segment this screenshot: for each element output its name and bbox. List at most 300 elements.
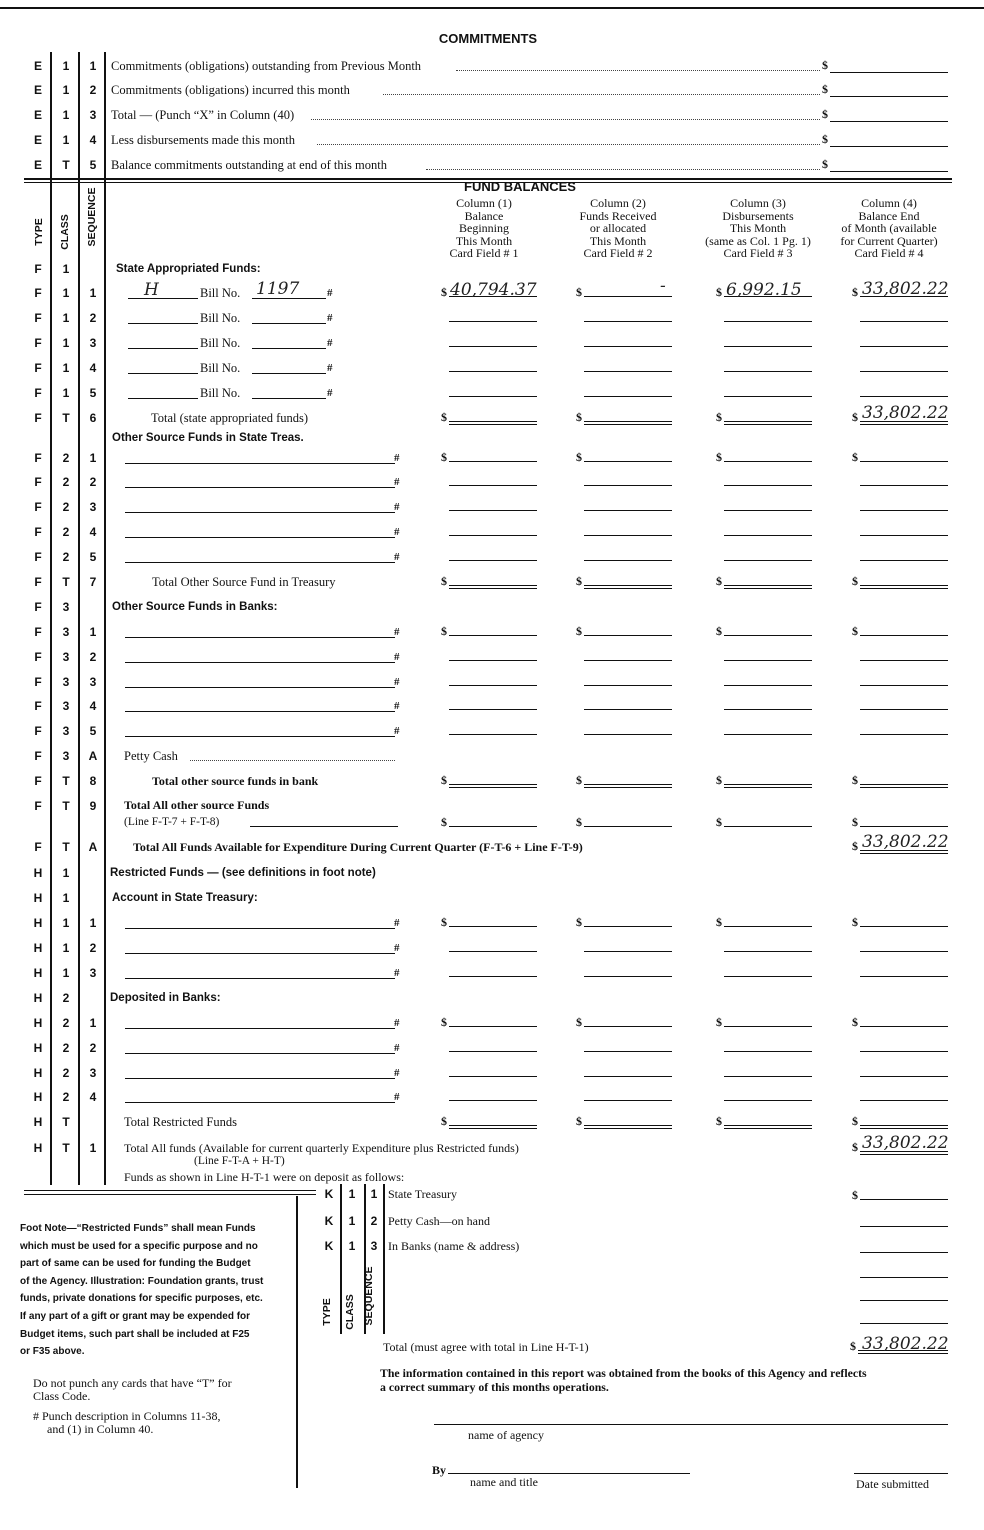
section-deposited-in-banks: Deposited in Banks: <box>110 992 221 1004</box>
row-sequence-code: 2 <box>370 1214 378 1228</box>
dollar-sign: $ <box>716 815 722 829</box>
dollar-sign: $ <box>716 410 722 424</box>
dollar-sign: $ <box>576 1114 582 1128</box>
total-all-other-source-formula: (Line F-T-7 + F-T-8) <box>124 816 220 828</box>
commitment-label: Balance commitments outstanding at end of this month <box>111 158 387 172</box>
dollar-sign: $ <box>822 107 828 121</box>
amount-line <box>449 485 537 486</box>
dollar-sign: $ <box>716 915 722 929</box>
row-sequence-code: 9 <box>89 799 97 813</box>
agency-name-line <box>434 1424 948 1425</box>
amount-line <box>724 926 812 927</box>
bill-prefix-line <box>128 398 198 399</box>
amount-line <box>860 784 948 788</box>
commitments-title: COMMITMENTS <box>438 31 538 46</box>
dollar-sign: $ <box>441 574 447 588</box>
description-line <box>125 463 395 464</box>
bill-prefix-line <box>128 348 198 349</box>
row-sequence-code: 5 <box>89 550 97 564</box>
description-line <box>125 662 395 663</box>
amount-line <box>449 685 537 686</box>
agency-name-label: name of agency <box>468 1428 544 1442</box>
row-class-code: 3 <box>62 724 70 738</box>
dollar-sign: $ <box>852 773 858 787</box>
row-type-code: F <box>34 724 42 738</box>
total-state-appropriated-label: Total (state appropriated funds) <box>151 411 309 425</box>
commitment-label: Total — (Punch “X” in Column (40) <box>111 108 295 122</box>
row-class-code: 3 <box>62 699 70 713</box>
row-type-code: F <box>34 475 42 489</box>
amount-line <box>860 485 948 486</box>
amount-line <box>724 951 812 952</box>
row-type-code: F <box>34 411 42 425</box>
row-class-code: T <box>62 411 70 425</box>
pound-sign: # <box>394 967 400 979</box>
row-type-code: F <box>34 799 42 813</box>
row-type-code: F <box>34 699 42 713</box>
description-line <box>125 1028 395 1029</box>
handwritten-col1-value: 40,794.37 <box>450 280 537 300</box>
pound-sign: # <box>394 1042 400 1054</box>
amount-line <box>724 396 812 397</box>
row-class-code: 1 <box>62 966 70 980</box>
total-all-funds-formula: (Line F-T-A + H-T) <box>194 1155 285 1167</box>
row-type-code: E <box>33 83 42 97</box>
amount-line <box>449 784 537 788</box>
dollar-sign: $ <box>852 815 858 829</box>
amount-line <box>860 685 948 686</box>
column-3-header-line: Card Field # 3 <box>723 246 793 261</box>
footnote-line: If any part of a gift or grant may be expended for <box>20 1311 251 1322</box>
column-4-header-line: of Month (available <box>841 221 937 236</box>
dollar-sign: $ <box>822 58 828 72</box>
amount-line <box>449 346 537 347</box>
column-1-header-line: Balance <box>464 208 504 223</box>
description-line <box>125 736 395 737</box>
deposit-label: Petty Cash—on hand <box>388 1214 490 1228</box>
dollar-sign: $ <box>576 915 582 929</box>
row-type-code: E <box>33 108 42 122</box>
row-sequence-code: 8 <box>89 774 97 788</box>
pound-sign: # <box>394 551 400 563</box>
amount-line <box>584 535 672 536</box>
row-class-code: 3 <box>62 650 70 664</box>
row-sequence-code: 3 <box>89 336 97 350</box>
amount-line <box>449 421 537 425</box>
footnote-line: or F35 above. <box>20 1346 85 1358</box>
class-header: CLASS <box>59 214 71 250</box>
dollar-sign: $ <box>716 624 722 638</box>
row-sequence-code: 3 <box>89 1066 97 1080</box>
pound-sign: # <box>394 526 400 538</box>
row-sequence-code: 3 <box>89 966 97 980</box>
row-class-code: T <box>62 840 70 854</box>
amount-line <box>584 660 672 661</box>
amount-line <box>449 660 537 661</box>
amount-line <box>584 826 672 827</box>
description-line <box>125 1078 395 1079</box>
column-1-header-line: Card Field # 1 <box>449 246 519 261</box>
amount-line <box>860 976 948 977</box>
row-type-code: F <box>34 451 42 465</box>
row-type-code: K <box>324 1239 334 1253</box>
row-type-code: F <box>34 361 42 375</box>
row-sequence-code: 1 <box>370 1187 378 1201</box>
amount-line <box>584 296 672 297</box>
total-all-funds-label: Total All funds (Available for current quarterly Expenditure plus Restricted funds) <box>124 1141 519 1155</box>
handwritten-col4-value: 33,802.22 <box>862 279 949 299</box>
column-2-header-line: or allocated <box>589 221 647 236</box>
handwritten-col3-value: 6,992.15 <box>726 280 802 300</box>
amount-line <box>860 926 948 927</box>
dollar-sign: $ <box>441 915 447 929</box>
row-type-code: H <box>33 941 43 955</box>
amount-line <box>449 1125 537 1129</box>
column-2-header-line: Card Field # 2 <box>583 246 653 261</box>
amount-line <box>584 784 672 788</box>
handwritten-total-available: 33,802.22 <box>862 832 949 852</box>
row-class-code: 1 <box>62 133 70 147</box>
row-sequence-code: 2 <box>89 650 97 664</box>
amount-line <box>860 321 948 322</box>
footnote-line: funds, private donations for specific purposes, etc. <box>20 1293 263 1305</box>
row-type-code: F <box>34 500 42 514</box>
row-sequence-code: 4 <box>89 133 97 147</box>
row-type-code: H <box>33 991 43 1005</box>
amount-line <box>860 1277 948 1278</box>
row-sequence-code: 6 <box>89 411 97 425</box>
row-sequence-code: 1 <box>89 451 97 465</box>
amount-line <box>860 660 948 661</box>
amount-line <box>860 1076 948 1077</box>
row-sequence-code: 7 <box>89 575 97 589</box>
description-line <box>125 1053 395 1054</box>
pound-sign: # <box>327 362 333 374</box>
footnote-top-border <box>24 1190 316 1191</box>
column-4-header-line: for Current Quarter) <box>840 233 938 248</box>
amount-line <box>724 709 812 710</box>
column-4-header-line: Column (4) <box>861 196 917 210</box>
by-label: By <box>432 1463 447 1477</box>
section-state-appropriated: State Appropriated Funds: <box>116 263 261 275</box>
amount-line <box>860 1252 948 1253</box>
bill-no-label: Bill No. <box>200 336 241 350</box>
row-class-code: 2 <box>62 525 70 539</box>
pound-sign: # <box>394 1067 400 1079</box>
row-type-code: F <box>34 840 42 854</box>
row-class-code: 3 <box>62 625 70 639</box>
amount-line <box>724 461 812 462</box>
amount-line <box>584 1125 672 1129</box>
amount-line <box>724 660 812 661</box>
row-class-code: 1 <box>348 1187 356 1201</box>
amount-line <box>449 535 537 536</box>
footnote-line: of the Agency. Illustration: Foundation grants, trust <box>20 1275 264 1287</box>
row-class-code: 2 <box>62 475 70 489</box>
column-1-header-line: Beginning <box>459 221 509 236</box>
row-sequence-code: 1 <box>89 916 97 930</box>
amount-line <box>584 734 672 735</box>
pound-sign: # <box>394 452 400 464</box>
amount-line <box>860 1026 948 1027</box>
amount-line <box>584 346 672 347</box>
pound-sign: # <box>394 501 400 513</box>
amount-line <box>724 421 812 425</box>
bill-prefix-line <box>128 298 198 299</box>
row-type-code: H <box>33 866 43 880</box>
amount-line <box>860 1226 948 1227</box>
pound-sign: # <box>327 287 333 299</box>
deposit-label: State Treasury <box>388 1187 457 1201</box>
dollar-sign: $ <box>852 574 858 588</box>
dollar-sign: $ <box>441 285 447 299</box>
column-2-header-line: Funds Received <box>579 208 657 223</box>
row-sequence-code: 5 <box>89 386 97 400</box>
row-sequence-code: 2 <box>89 311 97 325</box>
dollar-sign: $ <box>716 773 722 787</box>
row-class-code: 1 <box>348 1214 356 1228</box>
dollar-sign: $ <box>852 1140 858 1154</box>
amount-line <box>584 585 672 589</box>
row-class-code: T <box>62 1115 70 1129</box>
statement-line: The information contained in this report was obtained from the books of this Agency and reflects <box>380 1366 867 1380</box>
amount-line <box>449 1076 537 1077</box>
row-class-code: 1 <box>348 1239 356 1253</box>
amount-line <box>584 510 672 511</box>
bill-number-line <box>252 398 326 399</box>
description-line <box>125 637 395 638</box>
amount-line <box>449 734 537 735</box>
footnote-right-border <box>296 1196 298 1488</box>
amount-line <box>860 709 948 710</box>
row-class-code: T <box>62 799 70 813</box>
row-class-code: 2 <box>62 991 70 1005</box>
column-1-header-line: This Month <box>455 233 513 248</box>
amount-line <box>449 976 537 977</box>
type-header: TYPE <box>33 218 45 246</box>
amount-line <box>584 560 672 561</box>
row-class-code: T <box>62 774 70 788</box>
amount-line <box>724 976 812 977</box>
dollar-sign: $ <box>576 285 582 299</box>
section-account-state-treasury: Account in State Treasury: <box>112 892 258 904</box>
dollar-sign: $ <box>852 1114 858 1128</box>
amount-line <box>724 321 812 322</box>
amount-line <box>830 146 948 147</box>
leader-dots <box>317 144 820 145</box>
row-class-code: 2 <box>62 1066 70 1080</box>
commitment-label: Less disbursements made this month <box>111 133 296 147</box>
row-sequence-code: 3 <box>370 1239 378 1253</box>
pound-sign: # <box>327 337 333 349</box>
row-sequence-code: 2 <box>89 1041 97 1055</box>
amount-line <box>724 1076 812 1077</box>
amount-line <box>724 1026 812 1027</box>
row-sequence-code: 1 <box>89 1141 97 1155</box>
dollar-sign: $ <box>576 410 582 424</box>
amount-line <box>449 709 537 710</box>
row-sequence-code: 1 <box>89 1016 97 1030</box>
pound-sign: # <box>327 312 333 324</box>
column-4-header-line: Balance End <box>858 208 920 223</box>
section-restricted-funds: Restricted Funds — (see definitions in foot note) <box>110 867 376 879</box>
row-type-code: F <box>34 286 42 300</box>
handwritten-total-all-funds: 33,802.22 <box>862 1133 949 1153</box>
row-class-code: 2 <box>62 1016 70 1030</box>
dollar-sign: $ <box>852 915 858 929</box>
amount-line <box>860 1323 948 1324</box>
bill-no-label: Bill No. <box>200 361 241 375</box>
description-line <box>125 953 395 954</box>
row-sequence-code: 3 <box>89 675 97 689</box>
row-class-code: 3 <box>62 675 70 689</box>
description-line <box>125 537 395 538</box>
dollar-sign: $ <box>441 815 447 829</box>
row-sequence-code: A <box>88 840 98 854</box>
deposit-intro: Funds as shown in Line H-T-1 were on deposit as follows: <box>124 1170 405 1184</box>
amount-line <box>449 1026 537 1027</box>
description-line <box>125 928 395 929</box>
amount-line <box>584 461 672 462</box>
dollar-sign: $ <box>822 82 828 96</box>
total-other-source-treasury-label: Total Other Source Fund in Treasury <box>152 575 336 589</box>
amount-line <box>584 976 672 977</box>
amount-line <box>584 635 672 636</box>
dollar-sign: $ <box>822 132 828 146</box>
row-class-code: 2 <box>62 550 70 564</box>
row-class-code: 1 <box>62 262 70 276</box>
row-class-code: 1 <box>62 866 70 880</box>
amount-line <box>449 585 537 589</box>
handwritten-bill-prefix: H <box>144 280 159 300</box>
pound-sign: # <box>394 942 400 954</box>
pound-sign: # <box>394 626 400 638</box>
commitment-label: Commitments (obligations) incurred this month <box>111 83 350 97</box>
row-type-code: H <box>33 1041 43 1055</box>
amount-line <box>584 396 672 397</box>
dollar-sign: $ <box>852 410 858 424</box>
row-sequence-code: 4 <box>89 1090 97 1104</box>
amount-line <box>724 1125 812 1129</box>
bill-number-line <box>252 323 326 324</box>
amount-line <box>860 585 948 589</box>
row-type-code: E <box>33 59 42 73</box>
dollar-sign: $ <box>716 450 722 464</box>
bill-no-label: Bill No. <box>200 386 241 400</box>
bill-number-line <box>252 348 326 349</box>
row-class-code: 1 <box>62 336 70 350</box>
row-type-code: H <box>33 1090 43 1104</box>
row-class-code: T <box>62 575 70 589</box>
row-type-code: H <box>33 916 43 930</box>
pound-sign: # <box>327 387 333 399</box>
column-3-header-line: This Month <box>729 221 787 236</box>
row-sequence-code: 3 <box>89 108 97 122</box>
amount-line <box>449 826 537 827</box>
name-title-line <box>448 1473 690 1474</box>
amount-line <box>830 171 948 172</box>
amount-line <box>860 1300 948 1301</box>
amount-line <box>449 461 537 462</box>
pound-sign: # <box>394 725 400 737</box>
row-sequence-code: 1 <box>89 625 97 639</box>
row-type-code: K <box>324 1214 334 1228</box>
row-type-code: F <box>34 262 42 276</box>
dollar-sign: $ <box>441 1114 447 1128</box>
deposit-code-divider <box>340 1184 342 1334</box>
dollar-sign: $ <box>576 450 582 464</box>
column-3-header-line: Disbursements <box>722 208 794 223</box>
amount-line <box>860 1100 948 1101</box>
amount-line <box>860 1125 948 1129</box>
row-class-code: 1 <box>62 386 70 400</box>
footnote-top-border-2 <box>24 1194 316 1195</box>
row-class-code: T <box>62 158 70 172</box>
amount-line <box>724 371 812 372</box>
row-sequence-code: 5 <box>89 724 97 738</box>
amount-line <box>724 510 812 511</box>
footnote-line: Foot Note—“Restricted Funds” shall mean Funds <box>20 1223 256 1234</box>
amount-line <box>724 1100 812 1101</box>
dollar-sign: $ <box>441 773 447 787</box>
dollar-sign: $ <box>576 773 582 787</box>
handwritten-total-state: 33,802.22 <box>862 403 949 423</box>
row-type-code: H <box>33 1115 43 1129</box>
bill-no-label: Bill No. <box>200 311 241 325</box>
row-type-code: F <box>34 525 42 539</box>
amount-line <box>449 560 537 561</box>
description-line <box>125 711 395 712</box>
amount-line <box>584 1100 672 1101</box>
row-class-code: 2 <box>62 1041 70 1055</box>
dollar-sign: $ <box>852 1188 858 1202</box>
row-class-code: 1 <box>62 311 70 325</box>
dollar-sign: $ <box>852 1015 858 1029</box>
amount-line <box>449 396 537 397</box>
amount-line <box>584 371 672 372</box>
note-punch-description: # Punch description in Columns 11-38, <box>33 1409 221 1423</box>
amount-line <box>860 461 948 462</box>
amount-line <box>860 734 948 735</box>
row-sequence-code: 4 <box>89 361 97 375</box>
row-type-code: F <box>34 749 42 763</box>
row-sequence-code: 4 <box>89 525 97 539</box>
row-class-code: 3 <box>62 600 70 614</box>
row-class-code: 2 <box>62 1090 70 1104</box>
dollar-sign: $ <box>576 574 582 588</box>
dollar-sign: $ <box>852 624 858 638</box>
amount-line <box>724 685 812 686</box>
sequence-header: SEQUENCE <box>86 187 98 247</box>
row-type-code: F <box>34 625 42 639</box>
total-other-source-bank-label: Total other source funds in bank <box>152 774 319 788</box>
amount-line <box>860 826 948 827</box>
row-sequence-code: 4 <box>89 699 97 713</box>
row-type-code: F <box>34 774 42 788</box>
row-type-code: H <box>33 1016 43 1030</box>
deposit-total-label: Total (must agree with total in Line H-T-1) <box>383 1340 589 1354</box>
row-type-code: F <box>34 575 42 589</box>
handwritten-deposit-total: 33,802.22 <box>862 1334 949 1354</box>
row-class-code: 2 <box>62 451 70 465</box>
leader-dots <box>383 94 820 95</box>
footnote-line: Budget items, such part shall be included at F25 <box>20 1328 250 1340</box>
deposit-label: In Banks (name & address) <box>388 1239 520 1253</box>
deposit-code-divider <box>383 1184 385 1334</box>
code-column-divider <box>50 52 52 1185</box>
column-2-header-line: Column (2) <box>590 196 646 210</box>
row-sequence-code: 2 <box>89 475 97 489</box>
